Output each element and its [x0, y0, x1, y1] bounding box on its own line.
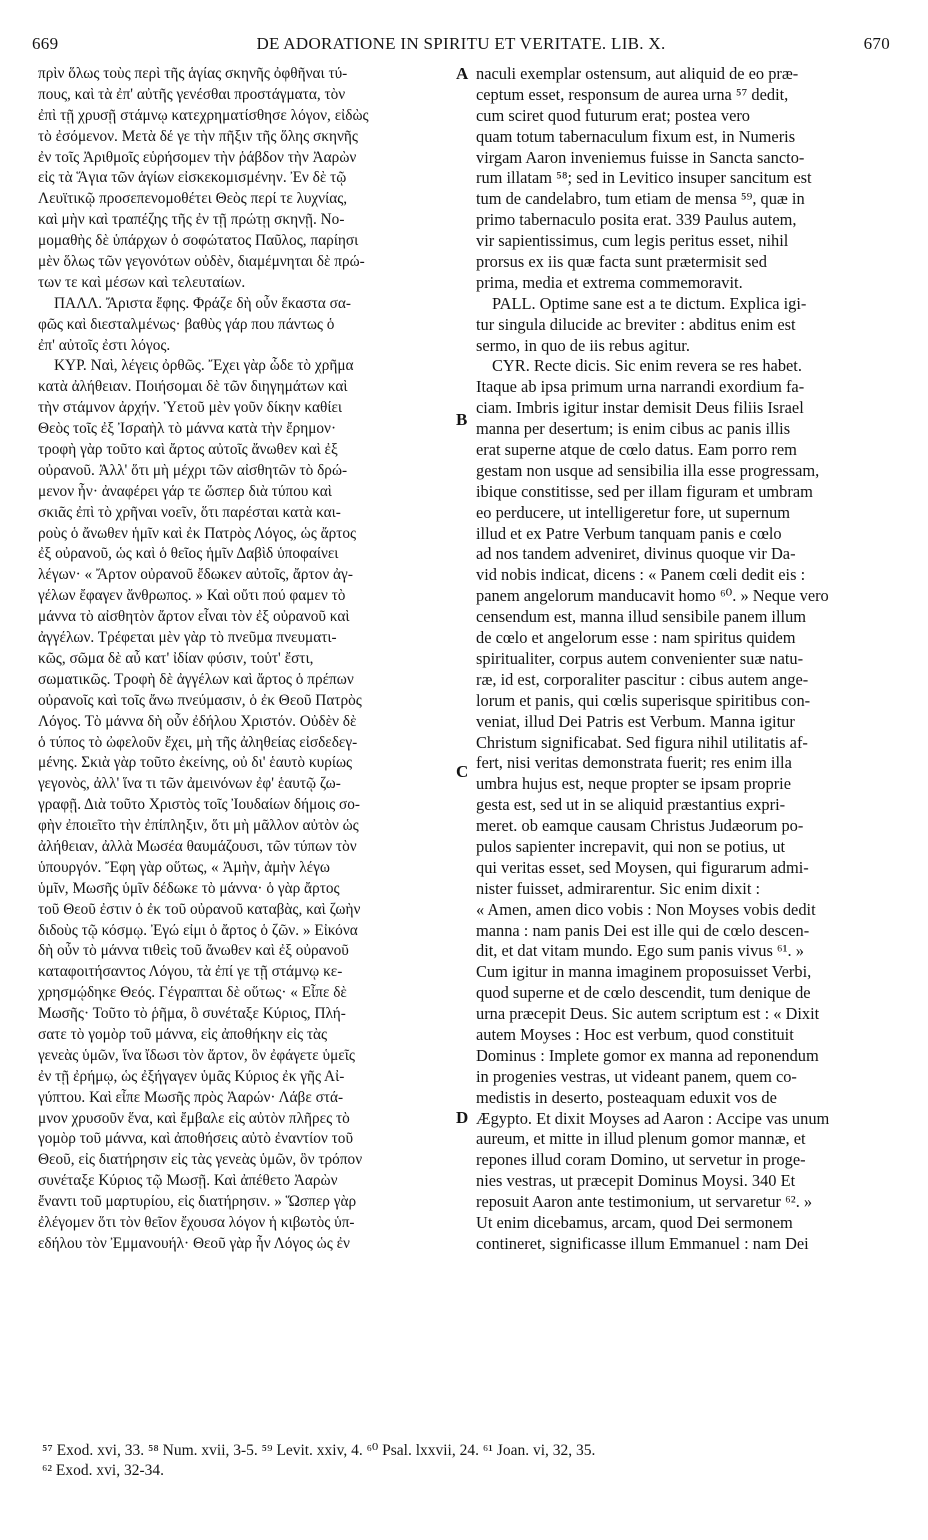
- text-line: δὴ οὖν τὸ μάννα τιθεὶς τοῦ ἄνωθεν καὶ ἐξ οὐρανοῦ: [38, 942, 349, 960]
- text-line: λέγων· « Ἄρτον οὐρανοῦ ἔδωκεν αὐτοῖς, ἄρτον ἀγ-: [38, 566, 353, 584]
- section-marker-c: C: [456, 762, 469, 781]
- section-marker-a: A: [456, 64, 469, 83]
- text-line: naculi exemplar ostensum, aut aliquid de eo præ-: [476, 64, 799, 83]
- text-line: χρησμῴδηκε Θεός. Γέγραπται δὲ οὕτως· « Εἶπε δὲ: [38, 984, 347, 1002]
- text-line: dit, et dat vitam mundo. Ego sum panis vivus ⁶¹. »: [476, 941, 804, 961]
- text-line: γομὸρ τοῦ μάννα, καὶ ἀποθήσεις αὐτὸ ἐναντίον τοῦ: [38, 1130, 354, 1148]
- text-line: in progenies vestras, ut videant panem, quem co-: [476, 1066, 797, 1086]
- text-line: ἐξ οὐρανοῦ, ὡς καὶ ὁ θεῖος ἡμῖν Δαβὶδ ὑποφαίνει: [38, 545, 339, 563]
- text-line: nies vestras, ut præcepit Dominus Moysi. 340 Et: [476, 1171, 796, 1191]
- text-line: ἐλέγομεν ὅτι τὸν θεῖον ἔχουσα λόγον ἡ κιβωτὸς ὑπ-: [38, 1213, 355, 1231]
- text-line: ΚΥΡ. Ναὶ, λέγεις ὀρθῶς. Ἔχει γὰρ ὧδε τὸ χρῆμα: [54, 357, 354, 375]
- text-line: πους, καὶ τὰ ἐπ' αὐτῆς γενέσθαι προστάγματα, τὸν: [38, 85, 346, 103]
- text-line: τροφὴ γὰρ τοῦτο καὶ ἄρτος αὐτοῖς ἄνωθεν καὶ ἐξ: [38, 441, 338, 459]
- text-line: Ut enim dicebamus, arcam, quod Dei sermonem: [476, 1212, 793, 1232]
- latin-column: [476, 64, 896, 1255]
- text-line: cum sciret quod futurum erat; postea vero: [476, 105, 750, 125]
- text-line: ceptum esset, responsum de aurea urna ⁵⁷ dedit,: [476, 84, 789, 104]
- text-line: ροὺς ὁ ἄνωθεν ἡμῖν καὶ ἐκ Πατρὸς Λόγος, ὡς ἄρτος: [38, 524, 357, 542]
- text-line: ἐπ' αὐτοῖς ἐστι λόγος.: [38, 336, 171, 354]
- text-line: rum illatam ⁵⁸; sed in Levitico insuper sancitum est: [476, 168, 812, 188]
- text-line: Λόγος. Τὸ μάννα δὴ οὖν ἐδήλου Χριστόν. Οὐδὲν δὲ: [38, 712, 357, 730]
- text-line: aureum, et mitte in illud plenum gomor mannæ, et: [476, 1129, 806, 1149]
- section-marker-b: B: [456, 410, 468, 429]
- text-line: illud et ex Patre Verbum tanquam panis e cœlo: [476, 523, 782, 543]
- text-line: gestam non usque ad sensibilia illa esse progressam,: [476, 460, 820, 480]
- text-line: πρὶν ὅλως τοὺς περὶ τῆς ἁγίας σκηνῆς ὀφθῆναι τύ-: [38, 65, 348, 82]
- text-line: vid nobis indicat, dicens : « Panem cœli dedit eis :: [476, 565, 806, 585]
- footnote-line: ⁶² Exod. xvi, 32-34.: [42, 1462, 164, 1479]
- footnote-line: ⁵⁷ Exod. xvi, 33. ⁵⁸ Num. xvii, 3-5. ⁵⁹ Levit. xxiv, 4. ⁶⁰ Psal. lxxvii, 24. ⁶¹ Joan. vi, 32, 35.: [42, 1442, 596, 1459]
- text-line: ἐπὶ τῇ χρυσῇ στάμνῳ κατεχρηματίσθησε λόγον, εἰδὼς: [38, 106, 369, 124]
- text-line: Λευϊτικῷ προσεπενομοθέτει Θεὸς περί τε λυχνίας,: [38, 190, 348, 208]
- text-line: gesta est, sed ut in se aliquid præstantius expri-: [476, 795, 786, 815]
- text-line: quam totum tabernaculum fixum est, in Numeris: [476, 126, 796, 146]
- page-number-right: 670: [863, 34, 890, 53]
- text-line: erat superne atque de cœlo datus. Eam porro rem: [476, 440, 797, 460]
- text-line: CYR. Recte dicis. Sic enim revera se res habet.: [492, 356, 802, 376]
- text-line: Itaque ab ipsa primum urna narrandi exordium fa-: [476, 377, 805, 397]
- text-line: μενον ἦν· ἀναφέρει γάρ τε ὥσπερ διὰ τύπου καὶ: [38, 482, 332, 500]
- text-line: των τε καὶ μέσων καὶ τελευταίων.: [38, 273, 246, 291]
- text-line: ibique constitisse, sed per illam figuram et umbram: [476, 481, 813, 501]
- text-line: ἔναντι τοῦ μαρτυρίου, εἰς διατήρησιν. » Ὥσπερ γὰρ: [38, 1193, 357, 1211]
- text-line: vir sapientissimus, cum legis peritus esset, nihil: [476, 231, 789, 251]
- text-line: spiritualiter, corpus autem convenienter suæ natu-: [476, 648, 804, 668]
- text-line: prima, media et extrema commemoravit.: [476, 272, 743, 292]
- text-line: Cum igitur in manna imaginem proposuisset Verbi,: [476, 962, 812, 982]
- text-line: sermo, in quo de iis rebus agitur.: [476, 335, 690, 355]
- text-line: γύπτου. Καὶ εἶπε Μωσῆς πρὸς Ἀαρών· Λάβε στά-: [38, 1088, 344, 1106]
- text-line: Μωσῆς· Τοῦτο τὸ ῥῆμα, ὃ συνέταξε Κύριος, Πλή-: [38, 1005, 346, 1023]
- text-line: de cœlo et angelorum esse : nam spiritus quidem: [476, 628, 796, 648]
- text-line: μένης. Σκιὰ γὰρ τοῦτο ἐκείνης, οὐ δι' ἑαυτὸ κυρίως: [38, 754, 353, 772]
- text-line: PALL. Optime sane est a te dictum. Explica igi-: [492, 293, 807, 313]
- text-line: μνον χρυσοῦν ἕνα, καὶ ἔμβαλε εἰς αὐτὸν πλῆρες τὸ: [38, 1109, 350, 1127]
- text-line: ciam. Imbris igitur instar demisit Deus filiis Israel: [476, 398, 804, 418]
- text-line: manna per desertum; is enim cibus ac panis illis: [476, 419, 791, 439]
- text-line: prorsus ex iis quæ facta sunt prætermisit sed: [476, 252, 767, 272]
- text-line: καταφοιτήσαντος Λόγου, τὰ ἐπί γε τῇ στάμνῳ κε-: [38, 963, 343, 981]
- text-line: τὴν στάμνον ἀρχήν. Ὑετοῦ μὲν γοῦν δίκην καθίει: [38, 399, 342, 417]
- text-line: οὐρανοῖς καὶ τοῖς ἄνω πνεύμασιν, ὁ ἐκ Θεοῦ Πατρὸς: [38, 691, 362, 709]
- text-line: ὁ τύπος τὸ ὠφελοῦν ἔχει, μὴ τῆς ἀληθείας εἰσδεδεγ-: [38, 733, 358, 751]
- text-line: primo tabernaculo posita erat. 339 Paulus autem,: [476, 210, 797, 230]
- text-line: panem angelorum manducavit homo ⁶⁰. » Neque vero: [476, 586, 829, 606]
- text-line: umbra hujus est, neque propter se ipsam proprie: [476, 774, 791, 794]
- text-line: meret. ob eamque causam Christus Judæorum po-: [476, 816, 804, 836]
- text-line: manna : nam panis Dei est ille qui de cœlo descen-: [476, 920, 810, 940]
- text-line: lorum et panis, qui cœlis superisque spiritibus con-: [476, 690, 811, 710]
- text-line: ἀγγέλων. Τρέφεται μὲν γὰρ τὸ πνεῦμα πνευματι-: [38, 629, 337, 647]
- text-line: φὴν ἐποιεῖτο τὴν ἐπίπληξιν, ὅτι μὴ μᾶλλον αὐτὸν ὡς: [38, 817, 359, 835]
- text-line: τὸ ἐσόμενον. Μετὰ δέ γε τὴν πῆξιν τῆς ὅλης σκηνῆς: [38, 127, 358, 145]
- section-marker-d: D: [456, 1108, 469, 1127]
- text-line: σωματικῶς. Τροφὴ δὲ ἀγγέλων καὶ ἄρτος ὁ πρέπων: [38, 670, 354, 688]
- text-line: tum de candelabro, tum etiam de mensa ⁵⁹, quæ in: [476, 189, 805, 209]
- text-line: reposuit Aaron ante testimonium, ut servaretur ⁶². »: [476, 1192, 813, 1212]
- text-line: ræ, id est, corporaliter pascitur : cibus autem ange-: [476, 669, 809, 689]
- text-line: σκιᾶς ἐπὶ τὸ χρῆναι νοεῖν, ὅτι παρέσται κατὰ και-: [38, 503, 341, 521]
- running-title: DE ADORATIONE IN SPIRITU ET VERITATE. LIB. X.: [256, 34, 666, 53]
- text-line: ad nos tandem adveniret, divinus quoque vir Da-: [476, 544, 796, 564]
- text-line: μομαθὴς δὲ ὑπάρχων ὁ σοφώτατος Παῦλος, παρίησι: [38, 232, 359, 250]
- text-line: Θεοῦ, εἰς διατήρησιν εἰς τὰς γενεὰς ὑμῶν, ὃν τρόπον: [38, 1151, 363, 1169]
- text-line: γέλων ἔφαγεν ἄνθρωπος. » Καὶ οὔτι πού φαμεν τὸ: [38, 587, 346, 605]
- text-line: Ægypto. Et dixit Moyses ad Aaron : Accipe vas unum: [476, 1108, 830, 1128]
- text-line: contineret, significasse illum Emmanuel : nam Dei: [476, 1233, 809, 1253]
- text-line: Christum significabat. Sed figura nihil utilitatis af-: [476, 732, 808, 752]
- text-line: ὑπουργόν. Ἔφη γὰρ οὕτως, « Ἀμὴν, ἀμὴν λέγω: [38, 858, 330, 876]
- text-line: κῶς, σῶμα δὲ αὖ κατ' ἰδίαν φύσιν, τοὑτ' ἔστι,: [38, 649, 314, 667]
- text-line: ἀλήθειαν, ἀλλὰ Μωσέα θαυμάζουσι, τῶν τύπων τὸν: [38, 837, 357, 855]
- text-line: tur singula dilucide ac breviter : abditus enim est: [476, 314, 796, 334]
- text-line: medistis in deserto, posteaquam eduxit vos de: [476, 1087, 777, 1107]
- text-line: urna præcepit Deus. Sic autem scriptum est : « Dixit: [476, 1004, 820, 1024]
- text-line: ἐν τῇ ἐρήμῳ, ὡς ἐξήγαγεν ὑμᾶς Κύριος ἐκ γῆς Αἰ-: [38, 1067, 345, 1085]
- text-line: συνέταξε Κύριος τῷ Μωσῇ. Καὶ ἀπέθετο Ἀαρὼν: [38, 1172, 338, 1190]
- text-line: Θεὸς τοῖς ἐξ Ἰσραὴλ τὸ μάννα κατὰ τὴν ἔρημον·: [38, 420, 337, 438]
- text-line: γραφῇ. Διὰ τοῦτο Χριστὸς τοῖς Ἰουδαίων δήμοις σο-: [38, 796, 360, 814]
- text-line: ὑμῖν, Μωσῆς ὑμῖν δέδωκε τὸ μάννα· ὁ γὰρ ἄρτος: [38, 879, 340, 897]
- page-number-left: 669: [32, 34, 59, 53]
- text-line: pulos sapienter increpavit, qui non se potius, ut: [476, 836, 786, 856]
- text-line: nister fuisset, admirarentur. Sic enim dixit :: [476, 878, 761, 898]
- text-line: σατε τὸ γομὸρ τοῦ μάννα, εἰς ἀποθήκην εἰς τὰς: [38, 1025, 328, 1043]
- text-line: ἐν τοῖς Ἀριθμοῖς εὑρήσομεν τὴν ῥάβδον τὴν Ἀαρὼν: [38, 148, 357, 166]
- text-line: μάννα τὸ αἰσθητὸν ἄρτον εἶναι τὸν ἐξ οὐρανοῦ καὶ: [38, 608, 350, 626]
- text-line: γενεὰς ὑμῶν, ἵνα ἴδωσι τὸν ἄρτον, ὃν ἐφάγετε ὑμεῖς: [38, 1046, 355, 1064]
- text-line: censendum est, manna illud sensibile panem illum: [476, 607, 807, 627]
- text-line: εἰς τὰ Ἅγια τῶν ἁγίων εἰσκεκομισμένην. Ἐν δὲ τῷ: [38, 169, 347, 187]
- text-line: οὐρανοῦ. Ἀλλ' ὅτι μὴ μέχρι τῶν αἰσθητῶν τὸ δρώ-: [38, 461, 348, 479]
- running-header: [32, 34, 890, 60]
- text-line: καὶ μὴν καὶ τραπέζης τῆς ἐν τῇ πρώτῃ σκηνῇ. Νο-: [38, 211, 345, 229]
- text-line: fert, nisi veritas demonstrata fuerit; res enim illa: [476, 753, 792, 773]
- text-line: eo perducere, ut intelligeretur fore, ut supernum: [476, 502, 791, 522]
- text-line: repones illud coram Domino, ut servetur in proge-: [476, 1150, 806, 1170]
- greek-column: [38, 64, 458, 1255]
- text-line: qui veritas esset, sed Moysen, qui figurarum admi-: [476, 857, 809, 877]
- text-line: Dominus : Implete gomor ex manna ad reponendum: [476, 1045, 819, 1065]
- text-line: « Amen, amen dico vobis : Non Moyses vobis dedit: [476, 899, 816, 919]
- text-line: virgam Aaron inveniemus fuisse in Sancta sancto-: [476, 147, 805, 167]
- text-line: εδήλου τὸν Ἐμμανουήλ· Θεοῦ γὰρ ἦν Λόγος ὡς ἐν: [38, 1234, 350, 1252]
- text-line: ΠΑΛΛ. Ἄριστα ἔφης. Φράζε δὴ οὖν ἕκαστα σα-: [54, 294, 351, 312]
- text-line: τοῦ Θεοῦ ἐστιν ὁ ἐκ τοῦ οὐρανοῦ καταβὰς, καὶ ζωὴν: [38, 900, 361, 918]
- text-line: γεγονὸς, ἀλλ' ἵνα τι τῶν ἀμεινόνων ἐφ' ἑαυτῷ ζω-: [38, 775, 341, 793]
- text-line: autem Moyses : Hoc est verbum, quod constituit: [476, 1024, 794, 1044]
- text-line: φῶς καὶ διεσταλμένως· βαθὺς γάρ που πάντως ὁ: [38, 315, 335, 333]
- text-line: διδοὺς τῷ κόσμῳ. Ἐγώ εἰμι ὁ ἄρτος ὁ ζῶν. » Εἰκόνα: [38, 921, 358, 939]
- text-line: quod superne et de cœlo descendit, tum denique de: [476, 983, 811, 1003]
- text-line: μὲν ὅλως τῶν γεγονότων οὐδὲν, διαμέμνηται δὲ πρώ-: [38, 253, 365, 271]
- text-line: κατὰ ἀλήθειαν. Ποιήσομαι δὲ τῶν διηγημάτων καὶ: [38, 378, 348, 396]
- text-line: veniat, illud Dei Patris est Verbum. Manna igitur: [476, 711, 795, 731]
